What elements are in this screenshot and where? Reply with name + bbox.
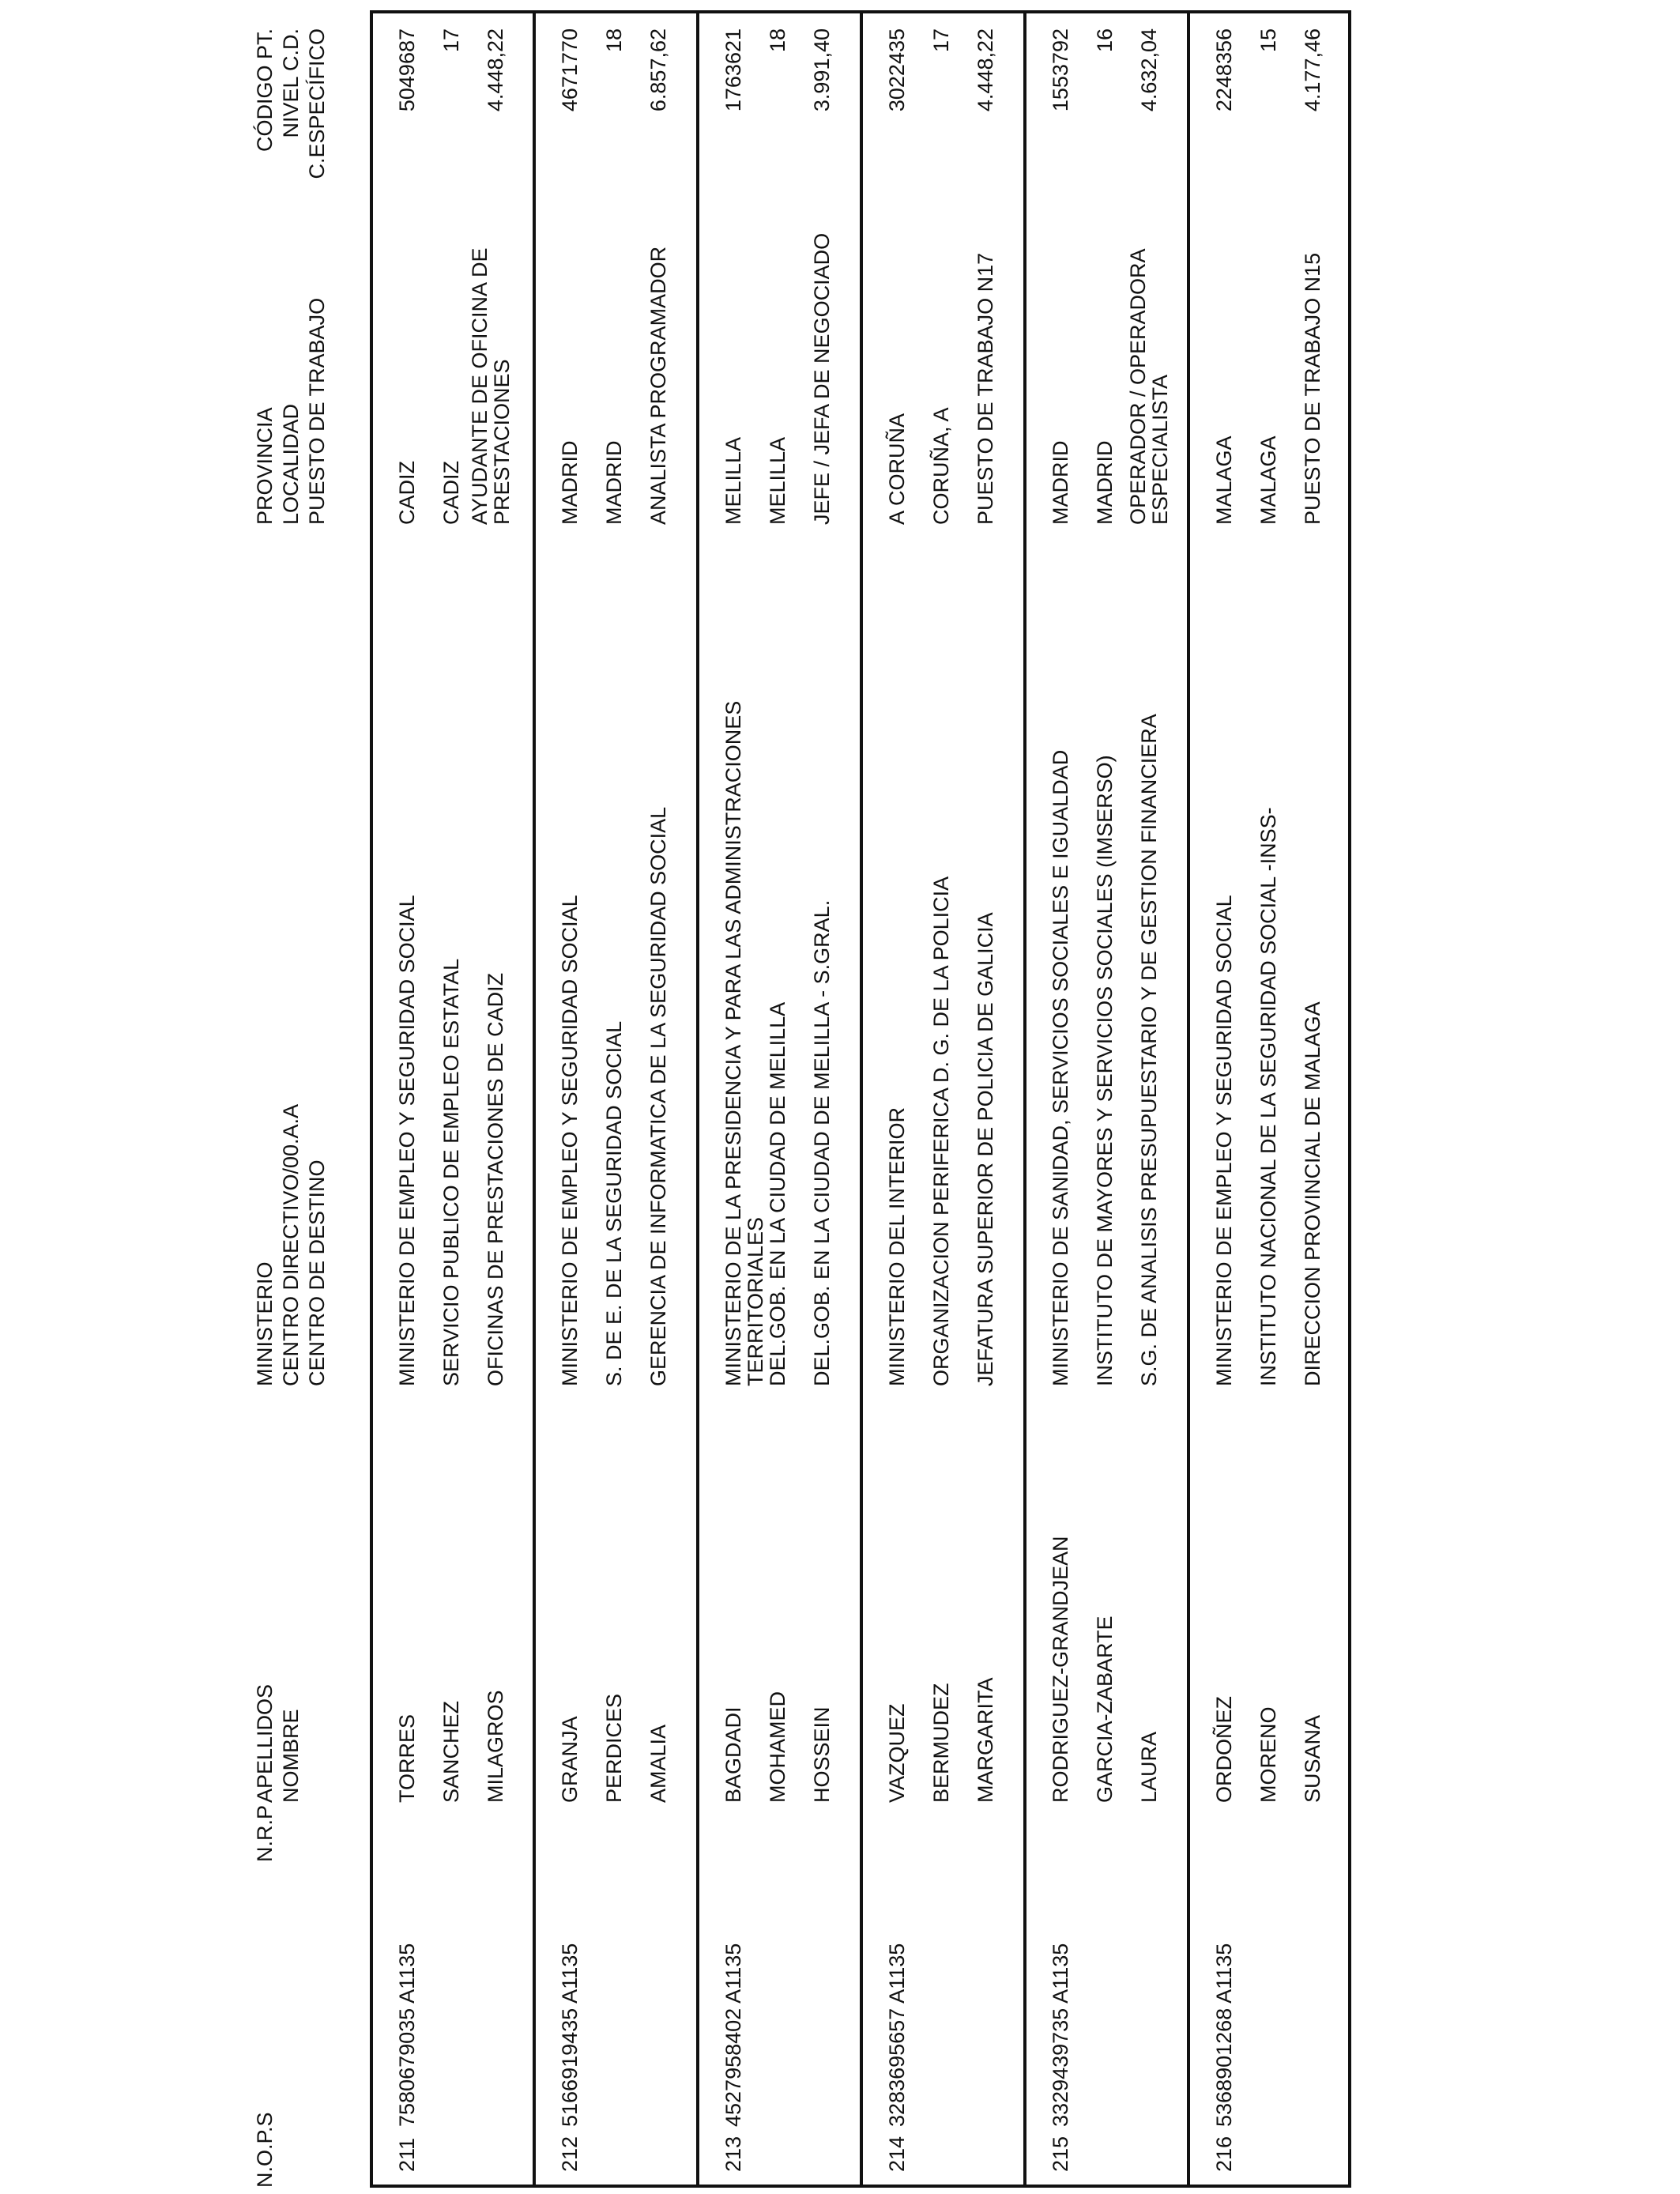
apellido1-cell: TORRES [395, 1713, 419, 1803]
especifico-cell: 4.448,22 [484, 28, 507, 112]
especifico-cell: 4.448,22 [974, 28, 997, 112]
puesto-cell: PUESTO DE TRABAJO N15 [1301, 252, 1324, 525]
ministerio-cell: MINISTERIO DE SANIDAD, SERVICIOS SOCIALES E IGUALDAD [1049, 749, 1072, 1386]
nombre-cell: AMALIA [646, 1724, 670, 1803]
header-centro-destino: CENTRO DE DESTINO [305, 1159, 329, 1386]
header-puesto: PUESTO DE TRABAJO [305, 297, 329, 525]
localidad-cell: CADIZ [439, 461, 463, 525]
ministerio-cell: MINISTERIO DE EMPLEO Y SEGURIDAD SOCIAL [395, 895, 419, 1386]
row-separator [860, 10, 863, 2188]
provincia-cell: CADIZ [395, 461, 419, 525]
apellido1-cell: VAZQUEZ [885, 1703, 909, 1803]
nrp-cell: 5368901268 A1135 [1212, 1943, 1236, 2127]
nombre-cell: SUSANA [1301, 1714, 1324, 1803]
puesto-cell: PUESTO DE TRABAJO N17 [974, 252, 997, 525]
header-nivel: NIVEL C.D. [279, 28, 303, 138]
centro-directivo-cell: DEL.GOB. EN LA CIUDAD DE MELILLA [766, 1001, 789, 1386]
ministerio-cell: MINISTERIO DE EMPLEO Y SEGURIDAD SOCIAL [558, 895, 582, 1386]
header-ministerio: MINISTERIO [253, 1261, 277, 1386]
localidad-cell: MALAGA [1256, 435, 1280, 525]
provincia-cell: MADRID [1049, 440, 1072, 525]
nombre-cell: HOSSEIN [810, 1706, 834, 1803]
nivel-cell: 18 [766, 28, 789, 53]
provincia-cell: MADRID [558, 440, 582, 525]
centro-directivo-cell: S. DE E. DE LA SEGURIDAD SOCIAL [602, 1020, 626, 1386]
nops-cell: 211 [395, 2137, 419, 2172]
apellido1-cell: GRANJA [558, 1716, 582, 1803]
provincia-cell: MELILLA [721, 436, 745, 525]
puesto-cell: AYUDANTE DE OFICINA DE [468, 247, 492, 525]
row-separator [1023, 10, 1026, 2188]
codigo-cell: 2248356 [1212, 28, 1236, 112]
nops-cell: 213 [721, 2136, 745, 2172]
provincia-cell: MALAGA [1212, 435, 1236, 525]
header-centro-directivo: CENTRO DIRECTIVO/00.A.A [279, 1103, 303, 1386]
codigo-cell: 5049687 [395, 28, 419, 112]
nops-cell: 214 [885, 2136, 909, 2172]
nivel-cell: 16 [1093, 28, 1117, 53]
header-provincia: PROVINCIA [253, 407, 277, 525]
centro-directivo-cell: ORGANIZACION PERIFERICA D. G. DE LA POLICIA [929, 876, 953, 1386]
header-nrp: N.R.P [253, 1804, 277, 1862]
especifico-cell: 4.177,46 [1301, 28, 1324, 112]
puesto-cell: ANALISTA PROGRAMADOR [646, 246, 670, 525]
centro-destino-cell: DIRECCION PROVINCIAL DE MALAGA [1301, 1001, 1324, 1386]
apellido2-cell: SANCHEZ [439, 1700, 463, 1803]
especifico-cell: 6.857,62 [646, 28, 670, 112]
row-separator [696, 10, 699, 2188]
nrp-cell: 3283695657 A1135 [885, 1943, 909, 2127]
nivel-cell: 17 [439, 28, 463, 53]
ministerio-cell: MINISTERIO DE EMPLEO Y SEGURIDAD SOCIAL [1212, 895, 1236, 1386]
nops-cell: 216 [1212, 2136, 1236, 2172]
localidad-cell: CORUÑA, A [929, 407, 953, 525]
nops-cell: 212 [558, 2136, 582, 2172]
header-localidad: LOCALIDAD [279, 403, 303, 525]
localidad-cell: MELILLA [766, 436, 789, 525]
especifico-cell: 4.632,04 [1137, 28, 1161, 112]
nrp-cell: 4527958402 A1135 [721, 1943, 745, 2127]
apellido2-cell: MORENO [1256, 1706, 1280, 1803]
centro-destino-cell: JEFATURA SUPERIOR DE POLICIA DE GALICIA [974, 912, 997, 1386]
apellido1-cell: ORDOÑEZ [1212, 1696, 1236, 1803]
provincia-cell: A CORUÑA [885, 413, 909, 525]
codigo-cell: 3022435 [885, 28, 909, 112]
header-nops: N.O.P.S [253, 2112, 277, 2188]
apellido2-cell: GARCIA-ZABARTE [1093, 1615, 1117, 1803]
row-separator [1187, 10, 1190, 2188]
header-apellidos: APELLIDOS [253, 1683, 277, 1803]
nombre-cell: MARGARITA [974, 1677, 997, 1803]
puesto-cell: OPERADOR / OPERADORA [1126, 248, 1150, 525]
centro-destino-cell: S.G. DE ANALISIS PRESUPUESTARIO Y DE GESTION FINANCIERA [1137, 714, 1161, 1386]
centro-directivo-cell: INSTITUTO NACIONAL DE LA SEGURIDAD SOCIAL -INSS- [1256, 807, 1280, 1386]
apellido2-cell: MOHAMED [766, 1691, 789, 1803]
codigo-cell: 4671770 [558, 28, 582, 112]
especifico-cell: 3.991,40 [810, 28, 834, 112]
apellido1-cell: RODRIGUEZ-GRANDJEAN [1049, 1536, 1072, 1803]
centro-directivo-cell: INSTITUTO DE MAYORES Y SERVICIOS SOCIALES (IMSERSO) [1093, 755, 1117, 1386]
nrp-cell: 7580679035 A1135 [395, 1943, 419, 2127]
nrp-cell: 5166919435 A1135 [558, 1943, 582, 2127]
centro-destino-cell: DEL.GOB. EN LA CIUDAD DE MELILLA - S.GRAL. [810, 899, 834, 1386]
header-especifico: C.ESPECÍFICO [305, 28, 329, 179]
ministerio-cell: MINISTERIO DEL INTERIOR [885, 1106, 909, 1386]
puesto-cell: JEFE / JEFA DE NEGOCIADO [810, 232, 834, 525]
apellido2-cell: PERDICES [602, 1693, 626, 1803]
ministerio-cell-line2: TERRITORIALES [744, 1216, 767, 1386]
centro-destino-cell: OFICINAS DE PRESTACIONES DE CADIZ [484, 972, 507, 1386]
puesto-cell-line2: PRESTACIONES [490, 359, 514, 525]
codigo-cell: 1553792 [1049, 28, 1072, 112]
localidad-cell: MADRID [602, 440, 626, 525]
codigo-cell: 1763621 [721, 28, 745, 112]
nombre-cell: LAURA [1137, 1731, 1161, 1803]
nivel-cell: 15 [1256, 28, 1280, 53]
apellido2-cell: BERMUDEZ [929, 1683, 953, 1803]
ministerio-cell: MINISTERIO DE LA PRESIDENCIA Y PARA LAS ADMINISTRACIONES [721, 700, 745, 1386]
nombre-cell: MILAGROS [484, 1690, 507, 1803]
localidad-cell: MADRID [1093, 440, 1117, 525]
centro-destino-cell: GERENCIA DE INFORMATICA DE LA SEGURIDAD SOCIAL [646, 806, 670, 1386]
nivel-cell: 17 [929, 28, 953, 53]
header-codigo: CÓDIGO PT. [253, 28, 277, 153]
nrp-cell: 3329439735 A1135 [1049, 1943, 1072, 2127]
puesto-cell-line2: ESPECIALISTA [1148, 374, 1172, 525]
row-separator [533, 10, 536, 2188]
nivel-cell: 18 [602, 28, 626, 53]
apellido1-cell: BAGDADI [721, 1706, 745, 1803]
nops-cell: 215 [1049, 2136, 1072, 2172]
centro-directivo-cell: SERVICIO PUBLICO DE EMPLEO ESTATAL [439, 958, 463, 1386]
header-nombre: NOMBRE [279, 1709, 303, 1803]
